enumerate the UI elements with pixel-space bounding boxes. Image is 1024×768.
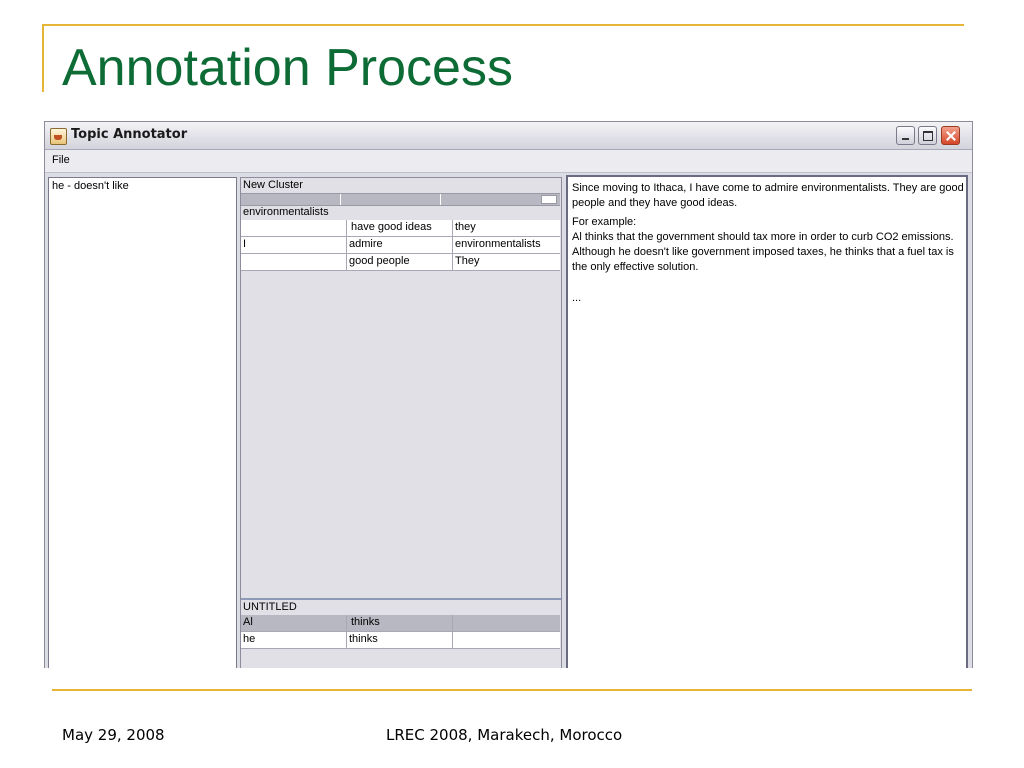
table-cell[interactable]: thinks	[347, 615, 453, 632]
document-paragraph: For example:	[572, 216, 637, 228]
table-cell[interactable]: he	[241, 632, 347, 649]
menu-bar	[45, 150, 972, 173]
topic-annotator-window	[44, 121, 973, 668]
scroll-handle[interactable]	[541, 195, 557, 204]
list-item[interactable]: he - doesn't like	[52, 180, 129, 192]
cluster-name[interactable]: UNTITLED	[243, 601, 297, 613]
slide-bottom-rule	[52, 689, 972, 691]
menu-file[interactable]: File	[52, 154, 70, 166]
table-cell[interactable]	[241, 254, 347, 271]
document-paragraph: Since moving to Ithaca, I have come to admire environmentalists. They are good people and they have good ideas.	[572, 182, 964, 209]
java-cup-icon	[50, 128, 67, 145]
footer-conference: LREC 2008, Marakech, Morocco	[386, 726, 623, 744]
table-row[interactable]	[241, 237, 560, 254]
close-button[interactable]	[941, 126, 960, 145]
document-text-area[interactable]	[566, 175, 968, 668]
footer-date: May 29, 2008	[62, 726, 165, 744]
table-cell[interactable]: I	[241, 237, 347, 254]
table-cell[interactable]	[453, 615, 560, 632]
topic-list-panel[interactable]	[48, 177, 237, 668]
slide-left-rule	[42, 24, 44, 92]
cluster-name[interactable]: environmentalists	[243, 206, 329, 218]
cluster-header-row	[241, 615, 560, 632]
table-cell[interactable]: They	[455, 255, 480, 267]
column-header[interactable]	[341, 194, 441, 205]
table-cell[interactable]	[241, 220, 347, 237]
table-cell[interactable]: good people	[347, 254, 453, 271]
table-row[interactable]	[241, 220, 560, 237]
table-row[interactable]	[241, 632, 560, 649]
window-titlebar[interactable]	[45, 122, 972, 150]
table-cell[interactable]: they	[455, 221, 476, 233]
cluster-header-label[interactable]: New Cluster	[243, 179, 303, 191]
slide-top-rule	[42, 24, 964, 26]
paragraph-gap	[572, 279, 964, 291]
table-cell[interactable]: thinks	[347, 632, 453, 649]
section-divider	[241, 598, 561, 600]
window-title: Topic Annotator	[71, 127, 188, 142]
table-row[interactable]	[241, 254, 560, 271]
minimize-button[interactable]	[896, 126, 915, 145]
document-text[interactable]	[572, 181, 964, 310]
slide-title: Annotation Process	[62, 39, 513, 97]
table-cell[interactable]: environmentalists	[455, 238, 541, 250]
document-paragraph: Al thinks that the government should tax more in order to curb CO2 emissions. Although he doesn't like government imposed taxes, he thinks that a fuel tax is the only effective solution.	[572, 231, 954, 273]
cluster-panel	[240, 177, 562, 668]
document-ellipsis: ...	[572, 292, 582, 304]
column-header[interactable]	[241, 194, 341, 205]
table-cell[interactable]: have good ideas	[347, 220, 453, 237]
maximize-button[interactable]	[918, 126, 937, 145]
table-cell[interactable]	[453, 632, 560, 649]
table-cell[interactable]: admire	[347, 237, 453, 254]
table-cell[interactable]: Al	[241, 615, 347, 632]
cluster-header-row	[241, 193, 560, 206]
